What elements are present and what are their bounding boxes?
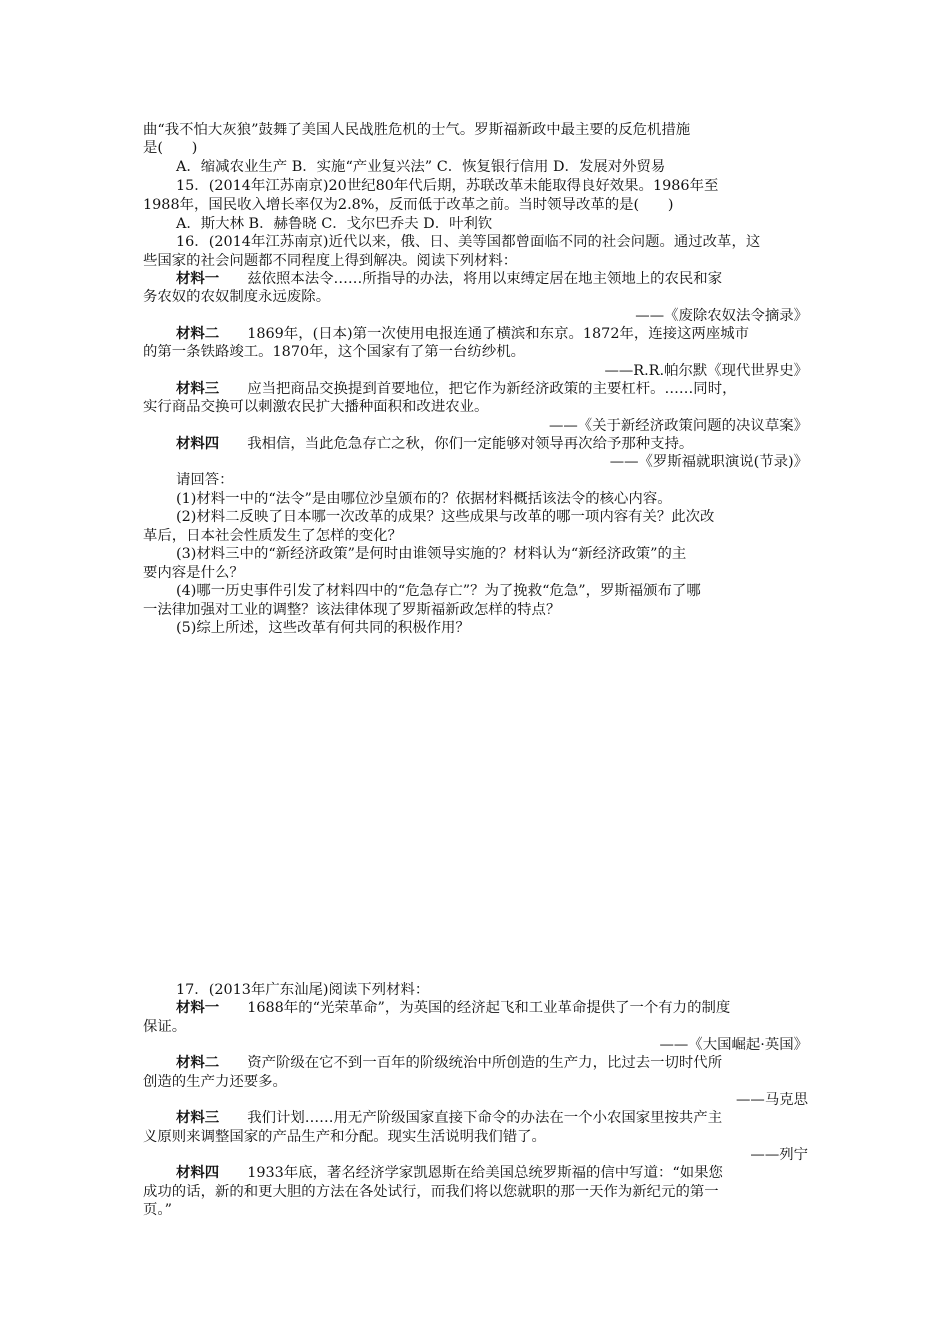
q17-material4-line3: 页。” [143,1202,172,1218]
q16-material2-source: ——R.R.帕尔默《现代世界史》 [604,363,808,379]
q14-options: A．缩减农业生产 B．实施“产业复兴法” C．恢复银行信用 D．发展对外贸易 [176,159,666,175]
q17-material4-label: 材料四 [176,1164,220,1181]
q16-material2-line2: 的第一条铁路竣工。1870年，这个国家有了第一台纺纱机。 [143,344,525,360]
q16-material3-text: 应当把商品交换提到首要地位，把它作为新经济政策的主要杠杆。……同时， [247,381,737,397]
q17-material2-text: 资产阶级在它不到一百年的阶级统治中所创造的生产力，比过去一切时代所 [247,1055,723,1071]
q17-material3-source: ——列宁 [750,1147,808,1163]
q16-material3-line1 [176,380,808,398]
q17-material1-line2: 保证。 [143,1019,187,1035]
q17-material1-label: 材料一 [176,999,220,1016]
q16-subquestion-3-line1: (3)材料三中的“新经济政策”是何时由谁领导实施的？材料认为“新经济政策”的主 [176,546,687,562]
q17-material2-source: ——马克思 [736,1092,808,1108]
q16-material4-source: ——《罗斯福就职演说(节录)》 [609,454,808,470]
q16-material3-line2: 实行商品交换可以刺激农民扩大播种面积和改进农业。 [143,399,489,415]
q16-stem-line2: 些国家的社会问题都不同程度上得到解决。阅读下列材料： [143,253,518,269]
q17-material1-source: ——《大国崛起·英国》 [659,1037,808,1053]
q17-material3-line2: 义原则来调整国家的产品生产和分配。现实生活说明我们错了。 [143,1129,546,1145]
q15-stem-line2: 1988年，国民收入增长率仅为2.8%，反而低于改革之前。当时领导改革的是( ) [143,197,674,213]
q17-stem: 17．(2013年广东汕尾)阅读下列材料： [176,982,430,998]
q17-material2-line1 [176,1054,808,1072]
q17-material1-text: 1688年的“光荣革命”，为英国的经济起飞和工业革命提供了一个有力的制度 [247,1000,731,1016]
q15-stem-line1: 15．(2014年江苏南京)20世纪80年代后期，苏联改革未能取得良好效果。1986年至 [176,178,719,194]
q17-material4-line1 [176,1164,808,1182]
q16-material1-label: 材料一 [176,270,220,287]
q16-material4-text: 我相信，当此危急存亡之秋，你们一定能够对领导再次给予那种支持。 [247,436,694,452]
q17-material1-line1 [176,999,808,1017]
q16-stem-line1: 16．(2014年江苏南京)近代以来，俄、日、美等国都曾面临不同的社会问题。通过改革，这 [176,234,761,250]
q16-material3-source: ——《关于新经济政策问题的决议草案》 [548,418,808,434]
q16-material4-line1 [176,435,808,453]
q17-material3-line1 [176,1109,808,1127]
q16-subquestion-3-line2: 要内容是什么？ [143,565,244,581]
q16-subquestion-5: (5)综上所述，这些改革有何共同的积极作用？ [176,620,470,636]
q16-material1-text: 兹依照本法令……所指导的办法，将用以束缚定居在地主领地上的农民和家 [247,271,723,287]
q16-subquestion-1: (1)材料一中的“法令”是由哪位沙皇颁布的？依据材料概括该法令的核心内容。 [176,491,672,507]
q16-subquestion-4-line1: (4)哪一历史事件引发了材料四中的“危急存亡”？为了挽救“危急”，罗斯福颁布了哪 [176,583,701,599]
q16-ask: 请回答： [176,472,234,488]
q17-material3-label: 材料三 [176,1109,220,1126]
q16-subquestion-2-line1: (2)材料二反映了日本哪一次改革的成果？这些成果与改革的哪一项内容有关？此次改 [176,509,715,525]
q16-subquestion-2-line2: 革后，日本社会性质发生了怎样的变化？ [143,528,403,544]
q16-material2-label: 材料二 [176,325,220,342]
q16-material1-line2: 务农奴的农奴制度永远废除。 [143,289,331,305]
q16-subquestion-4-line2: 一法律加强对工业的调整？该法律体现了罗斯福新政怎样的特点？ [143,602,561,618]
q16-material3-label: 材料三 [176,380,220,397]
q15-options: A．斯大林 B．赫鲁晓 C．戈尔巴乔夫 D．叶利钦 [176,216,493,232]
q17-material4-line2: 成功的话，新的和更大胆的方法在各处试行，而我们将以您就职的那一天作为新纪元的第一 [143,1184,719,1200]
q17-material2-line2: 创造的生产力还要多。 [143,1074,287,1090]
q14-stem-line1: 曲“我不怕大灰狼”鼓舞了美国人民战胜危机的士气。罗斯福新政中最主要的反危机措施 [143,122,691,138]
q16-material1-line1 [176,270,808,288]
q17-material4-text: 1933年底，著名经济学家凯恩斯在给美国总统罗斯福的信中写道：“如果您 [247,1165,723,1181]
q16-material2-line1 [176,325,808,343]
q17-material3-text: 我们计划……用无产阶级国家直接下命令的办法在一个小农国家里按共产主 [247,1110,723,1126]
q16-material1-source: ——《废除农奴法令摘录》 [635,308,808,324]
q17-material2-label: 材料二 [176,1054,220,1071]
q16-material4-label: 材料四 [176,435,220,452]
q14-stem-line2: 是( ) [143,140,198,156]
q16-material2-text: 1869年，(日本)第一次使用电报连通了横滨和东京。1872年，连接这两座城市 [247,326,749,342]
